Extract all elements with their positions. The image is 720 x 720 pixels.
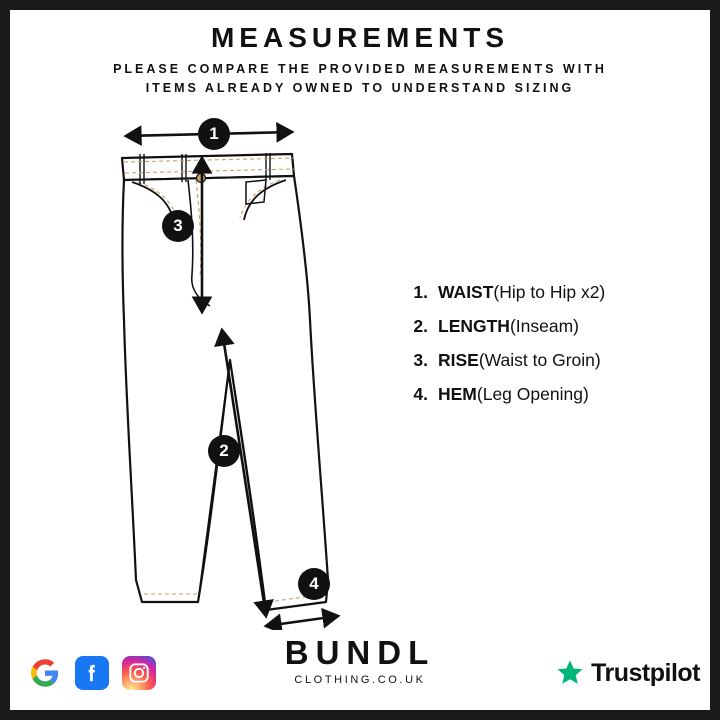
- trustpilot-star-icon: [555, 658, 585, 688]
- legend-number-3: 3.: [413, 350, 428, 370]
- trustpilot-logo[interactable]: [555, 658, 700, 688]
- legend-note-rise: (Waist to Groin): [478, 350, 601, 370]
- legend-item-length: [402, 316, 702, 337]
- legend-number-4: 4.: [413, 384, 428, 404]
- measurement-marker-3: 3: [162, 210, 194, 242]
- legend-label-rise: RISE: [438, 350, 479, 370]
- measurement-marker-2: 2: [208, 435, 240, 467]
- subtitle-line-1: PLEASE COMPARE THE PROVIDED MEASUREMENTS WITH: [113, 62, 607, 76]
- graphic-canvas: [10, 10, 710, 710]
- legend-label-hem: HEM: [438, 384, 477, 404]
- legend-label-length: LENGTH: [438, 316, 510, 336]
- legend-item-hem: [402, 384, 702, 405]
- page-title: MEASUREMENTS: [210, 22, 509, 53]
- jeans-illustration-svg: [70, 110, 410, 630]
- legend-item-rise: [402, 350, 702, 371]
- measurement-legend: [402, 282, 702, 418]
- subtitle-line-2: ITEMS ALREADY OWNED TO UNDERSTAND SIZING: [145, 81, 575, 96]
- legend-number-2: 2.: [413, 316, 428, 336]
- trustpilot-label: Trustpilot: [591, 658, 700, 687]
- page-subtitle: [40, 60, 680, 99]
- header: [10, 22, 710, 99]
- measurement-marker-4: 4: [298, 568, 330, 600]
- footer: [10, 614, 710, 704]
- brand-domain: CLOTHING.CO.UK: [294, 674, 426, 686]
- legend-note-waist: (Hip to Hip x2): [493, 282, 606, 302]
- legend-item-waist: [402, 282, 702, 303]
- legend-number-1: 1.: [413, 282, 428, 302]
- legend-note-length: (Inseam): [509, 316, 579, 336]
- brand-name: BUNDL: [284, 634, 436, 671]
- jeans-diagram: [70, 110, 410, 630]
- legend-label-waist: WAIST: [438, 282, 494, 302]
- measurement-marker-1: 1: [198, 118, 230, 150]
- legend-note-hem: (Leg Opening): [476, 384, 589, 404]
